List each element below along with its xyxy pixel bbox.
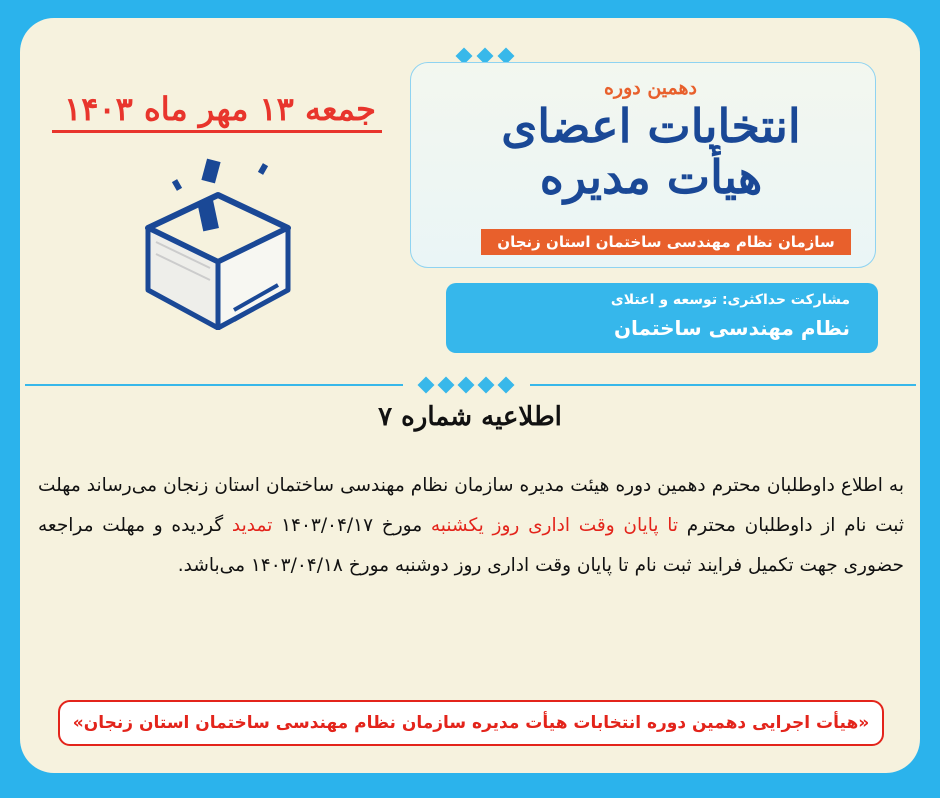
notice-highlight-deadline: تا پایان وقت اداری روز یکشنبه — [430, 515, 679, 536]
slogan-line2: نظام مهندسی ساختمان — [613, 316, 850, 340]
slogan-line1: مشارکت حداکثری: توسعه و اعتلای — [610, 292, 850, 308]
divider-left — [25, 384, 403, 386]
election-title-box — [410, 62, 876, 268]
notice-body — [38, 466, 904, 586]
signature-box: «هیأت اجرایی دهمین دوره انتخابات هیأت مدیره سازمان نظام مهندسی ساختمان استان زنجان» — [58, 700, 884, 746]
notice-highlight-extension: تمدید — [231, 515, 273, 536]
notice-text: به اطلاع داوطلبان محترم دهمین دوره هیئت مدیره سازمان نظام مهندسی ساختمان استان زنجان می‌رساند مهلت ثبت نام از داوطلبان محترم — [38, 475, 904, 536]
notice-text: گردیده و مهلت مراجعه حضوری جهت تکمیل فرایند ثبت نام تا پایان وقت اداری روز دوشنبه مورخ ۱۴۰۳/۰۴/۱۸ می‌باشد. — [38, 515, 904, 576]
date-underline — [52, 130, 382, 133]
event-date: جمعه ۱۳ مهر ماه ۱۴۰۳ — [64, 90, 376, 128]
notice-text: مورخ ۱۴۰۳/۰۴/۱۷ — [272, 515, 431, 536]
notice-title: اطلاعیه شماره ۷ — [378, 402, 562, 432]
divider-right — [530, 384, 916, 386]
election-title: انتخابات اعضای هیأت مدیره — [501, 99, 801, 204]
edition-label: دهمین دوره — [603, 77, 697, 99]
organization-label: سازمان نظام مهندسی ساختمان استان زنجان — [481, 229, 851, 255]
slogan-box — [446, 283, 878, 353]
ballot-box-icon — [138, 150, 298, 330]
